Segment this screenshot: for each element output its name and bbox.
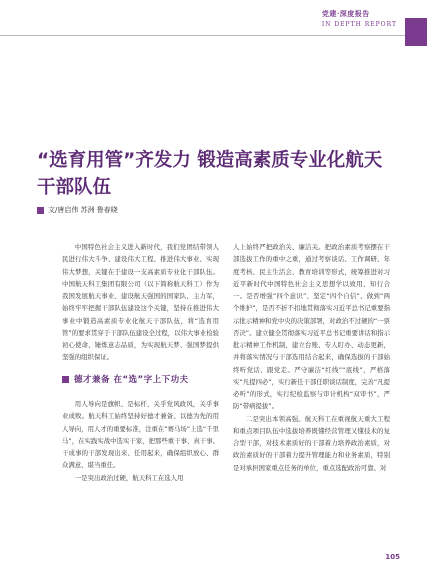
- paragraph: 人上始终严把政治关、廉洁关。把政治素质考察摆在干部选拔工作的重中之重，通过考察谈话、工作调研、年度考核、民主生活会、教育培训等形式，统筹推进对习近平新时代中国特色社会主义思想学以致用、知行合一。是否增强“四个意识”、坚定“四个自信”、做到“两个维护”，是否不折不扣地贯彻落实习近平总书记重要指示批示精神和党中央的决策部署，对政治不过硬的“一票否决”。建立健全贯彻落实习近平总书记重要讲话和指示批示精神工作机制，建立台账、专人盯办、动态更新，并将落实情况与干部选用结合起来，确保选拔的干部始终听党话、跟党走。严守廉洁“红线”“底线”，严格落实“凡提四必”，实行新任干部任职谈话制度，完善“凡提必听”的形式，实行纪检监察与审计机构“双审书”，严防“带病提拔”。: [233, 243, 390, 411]
- paragraph: 二是突出本领高强。航天科工在重视航天重大工程和重点项目队伍中选拔培养既懂经营管理又懂技术的复合型干部，对技术素质好的干部着力培养政治素质，对政治素质好的干部着力提升管理能力和业务素质，特别是对承担国家重点任务的单位，重点选配政治可靠、对: [233, 414, 390, 472]
- byline: [37, 205, 118, 215]
- right-column: [233, 241, 390, 474]
- section-heading: [62, 372, 219, 386]
- paragraph: 中国特色社会主义进入新时代，我们党团结带领人民进行伟大斗争、建设伟大工程、推进伟大事业、实现伟大梦想，关键在于建设一支高素质专业化干部队伍。中国航天科工集团有限公司（以下简称航天科工）作为我国发展航天事业、建设航天强国的国家队、主力军，始终牢牢把握干部队伍建设这个关键，坚持在推进伟大事业中锻造高素质专业化航天干部队伍，将“选育用管”的要求贯穿于干部队伍建设全过程，以伟大事业检验初心使命、锤炼意志品质，为实现航天梦、强国梦提供坚强的组织保证。: [62, 243, 219, 362]
- section-heading-text: 德才兼备 在“选”字上下功夫: [74, 375, 189, 385]
- running-header-section: 党建·深度报告: [321, 9, 370, 18]
- left-column-intro: [62, 241, 219, 364]
- side-tab-marker: [405, 18, 427, 46]
- page-number-text: 105: [385, 553, 400, 561]
- article-title: “选育用管”齐发力 锻造高素质专业化航天干部队伍: [37, 150, 383, 198]
- paragraph: 用人导向是旗帜、是标杆，关乎党风政风，关乎事业成败。航天科工始终坚持好德才兼备、以德为先的用人导向，用人才的重要标准，注重在“赛马场”上选“千里马”，在实践实战中选实干家，把那些重干事、真干事、干成事的干部发现出来、任用起来，确保组织放心、群众满意、堪当重任。: [62, 400, 219, 470]
- left-column-section-body: [62, 398, 219, 484]
- paragraph: 一是突出政治过硬，航天科工在选人用: [74, 473, 184, 482]
- running-header-english: IN DEPTH REPORT: [321, 21, 397, 28]
- byline-text: 文/唐启伟 苏洲 鲁春晓: [48, 206, 118, 214]
- section-square-icon: [62, 376, 69, 383]
- running-header: [322, 9, 397, 28]
- byline-square-icon: [37, 207, 44, 214]
- header-rule: [0, 35, 427, 36]
- page-number: [385, 553, 400, 561]
